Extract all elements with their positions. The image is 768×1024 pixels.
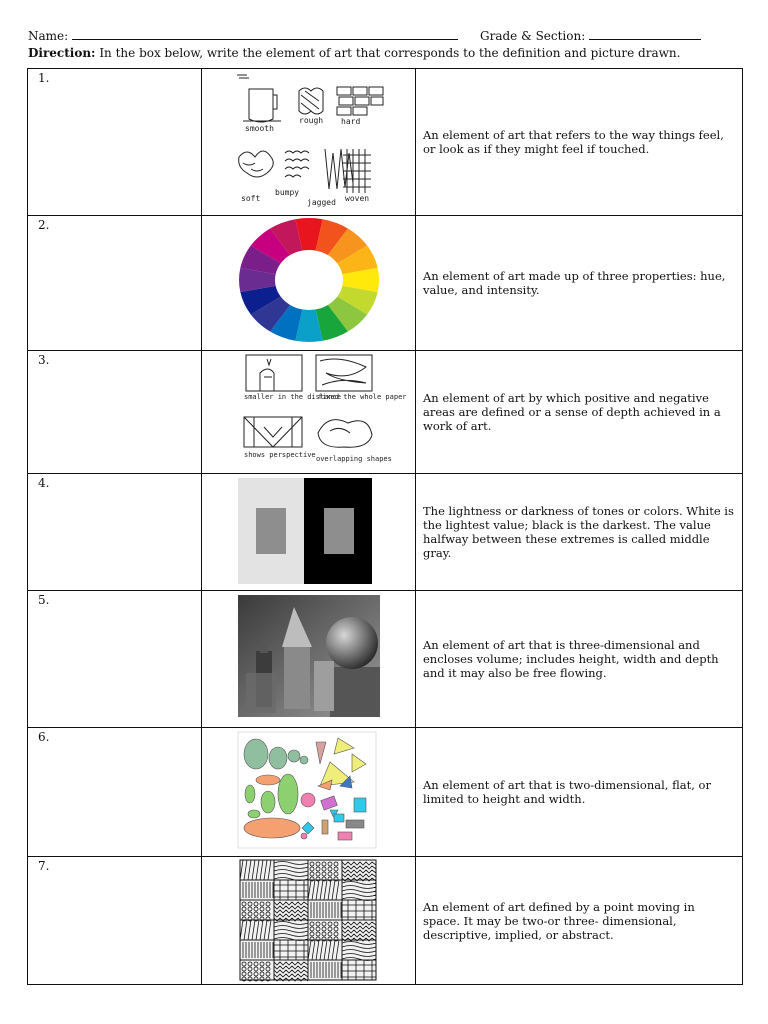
row-number: 1.: [38, 71, 50, 85]
elements-table: [27, 68, 743, 985]
answer-box-2[interactable]: [28, 216, 202, 351]
table-row: [28, 474, 743, 591]
table-row: [28, 216, 743, 351]
definition-cell-4: [416, 474, 743, 591]
definition-text: An element of art that refers to the way things feel, or look as if they might feel if touched.: [423, 128, 724, 156]
picture-cell-5: [202, 591, 416, 728]
table-row: [28, 351, 743, 474]
form-still-life-drawing: [234, 591, 384, 721]
svg-text:smooth: smooth: [244, 124, 274, 133]
svg-text:jagged: jagged: [306, 198, 336, 207]
middle-gray-swatch: [256, 508, 286, 554]
direction-label: Direction:: [28, 46, 96, 60]
svg-text:bumpy: bumpy: [274, 188, 299, 197]
definition-cell-3: [416, 351, 743, 474]
picture-cell-7: [202, 857, 416, 985]
svg-text:shows perspective: shows perspective: [243, 451, 316, 459]
definition-text: An element of art that is three-dimensional and encloses volume; includes height, width and depth and it may also be free flowing.: [423, 638, 719, 680]
definition-text: An element of art defined by a point moving in space. It may be two-or three- dimensional, descriptive, implied, or abstract.: [423, 899, 695, 942]
name-field[interactable]: [28, 29, 458, 43]
line-patterns-grid: [234, 857, 384, 983]
answer-box-7[interactable]: [28, 857, 202, 985]
table-row: [28, 591, 743, 728]
picture-cell-1: [202, 69, 416, 216]
svg-text:soft: soft: [240, 194, 260, 203]
direction-body: In the box below, write the element of art that corresponds to the definition and picture drawn.: [95, 46, 681, 60]
definition-cell-5: [416, 591, 743, 728]
table-row: [28, 728, 743, 857]
svg-text:hard: hard: [340, 117, 360, 126]
definition-cell-1: [416, 69, 743, 216]
row-number: 3.: [38, 353, 50, 367]
picture-cell-6: [202, 728, 416, 857]
picture-cell-3: [202, 351, 416, 474]
row-number: 4.: [38, 476, 50, 490]
grade-section-field[interactable]: [480, 29, 701, 43]
direction-text: [28, 46, 680, 60]
definition-text: An element of art that is two-dimensional, flat, or limited to height and width.: [423, 778, 711, 806]
definition-text: An element of art made up of three properties: hue, value, and intensity.: [423, 269, 726, 297]
svg-text:woven: woven: [344, 194, 369, 203]
definition-text: The lightness or darkness of tones or colors. White is the lightest value; black is the darkest. The value halfway between these extremes is called middle gray.: [423, 504, 734, 560]
row-number: 7.: [38, 859, 50, 873]
svg-text:smaller in the distance: smaller in the distance: [243, 393, 341, 401]
shapes-collage: [234, 728, 384, 852]
grade-section-label: Grade & Section:: [480, 29, 586, 43]
middle-gray-swatch: [324, 508, 354, 554]
space-sketches: [234, 351, 407, 469]
svg-text:fixed the whole paper: fixed the whole paper: [317, 393, 407, 401]
row-number: 5.: [38, 593, 50, 607]
svg-text:rough: rough: [298, 116, 323, 125]
definition-cell-7: [416, 857, 743, 985]
definition-cell-2: [416, 216, 743, 351]
answer-box-6[interactable]: [28, 728, 202, 857]
name-label: Name:: [28, 29, 69, 43]
answer-box-4[interactable]: [28, 474, 202, 591]
name-blank-line[interactable]: [72, 30, 458, 40]
row-number: 6.: [38, 730, 50, 744]
answer-box-3[interactable]: [28, 351, 202, 474]
value-swatches: [234, 474, 384, 588]
svg-text:overlapping shapes: overlapping shapes: [315, 455, 392, 463]
picture-cell-4: [202, 474, 416, 591]
answer-box-1[interactable]: [28, 69, 202, 216]
picture-cell-2: [202, 216, 416, 351]
answer-box-5[interactable]: [28, 591, 202, 728]
color-wheel: [234, 216, 384, 344]
row-number: 2.: [38, 218, 50, 232]
grade-section-blank-line[interactable]: [589, 30, 701, 40]
table-row: [28, 69, 743, 216]
definition-cell-6: [416, 728, 743, 857]
texture-sketches: [229, 69, 389, 211]
definition-text: An element of art by which positive and negative areas are defined or a sense of depth achieved in a work of art.: [423, 391, 721, 433]
table-row: [28, 857, 743, 985]
